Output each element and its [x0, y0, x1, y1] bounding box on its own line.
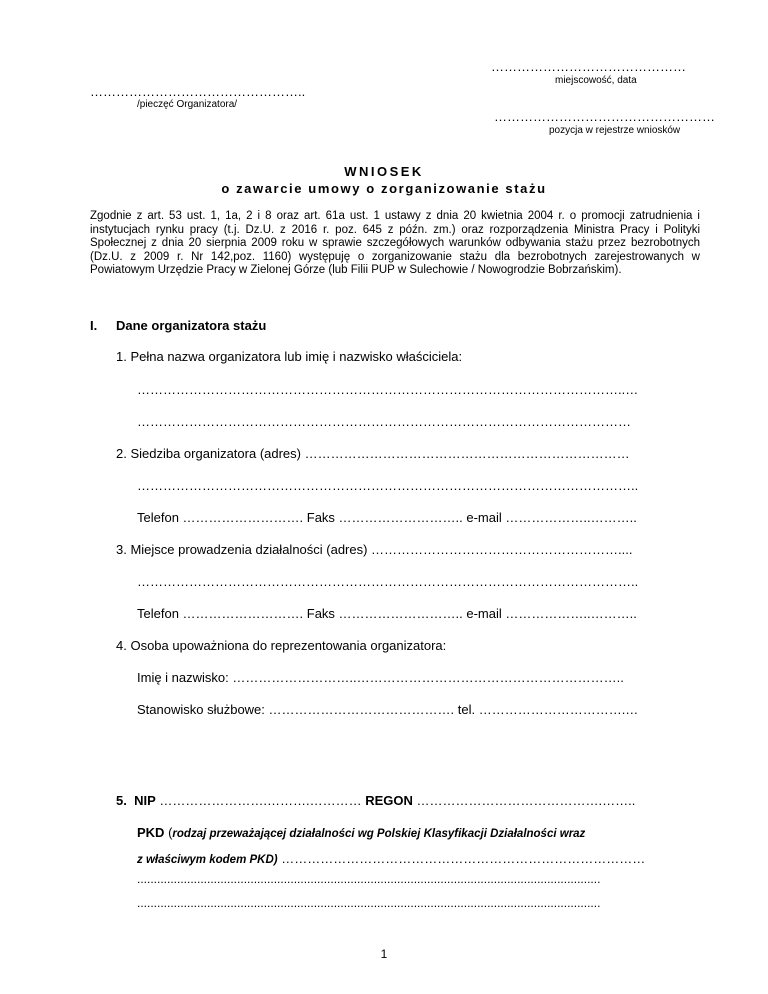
item4-label: 4. Osoba upoważniona do reprezentowania organizatora: [116, 638, 447, 653]
pkd-paren: ( [168, 825, 173, 840]
nip-dots[interactable]: …………………….……….………… [159, 793, 362, 808]
pkd-description-2: z właściwym kodem PKD) [137, 854, 278, 866]
item5-number: 5. [116, 793, 127, 808]
intro-paragraph: Zgodnie z art. 53 ust. 1, 1a, 2 i 8 oraz art. 61a ust. 1 ustawy z dnia 20 kwietnia 2004 r. o promocji zatrudnienia i instytucjach rynku pracy (t.j. Dz.U. z 2016 r. poz. 645 z późn. zm.) oraz rozporządzenia Ministra Pracy i Polityki Społecznej z dnia 20 sierpnia 2009 roku w sprawie szczegółowych warunków odbywania stażu przez bezrobotnych (Dz.U. z 2009 r. Nr 142,poz. 1160) występuję o zorganizowanie stażu dla bezrobotnych zarejestrowanych w Powiatowym Urzędzie Pracy w Zielonej Górze (lub Filii PUP w Sulechowie / Nowogrodzie Bobrzańskim). [90, 210, 700, 277]
pkd-line2 [137, 851, 645, 866]
pkd-dots-line-2[interactable]: ........................................................................................................................................... [137, 872, 601, 886]
item2-line1[interactable]: …………………………………………………………………………………………………….. [137, 478, 639, 493]
pkd-dots-1[interactable]: ………………………………………………………………………… [281, 851, 646, 866]
stamp-dots: ………………………………………….. [90, 84, 306, 99]
item3-phone-line[interactable]: Telefon ………………………. Faks ……………………….. e-mail ………………..……….. [137, 606, 637, 621]
date-dots: ……………………………………… [491, 59, 686, 74]
item1-label: 1. Pełna nazwa organizatora lub imię i nazwisko właściciela: [116, 349, 463, 364]
nip-label: NIP [134, 793, 156, 808]
item1-line1[interactable]: …………………………………………………………………………………………………..… [137, 382, 639, 397]
pkd-dots-line-3[interactable]: ........................................................................................................................................... [137, 896, 601, 910]
regon-dots[interactable]: …………………………………….…….. [416, 793, 636, 808]
section-title: Dane organizatora stażu [116, 318, 267, 333]
item1-line2[interactable]: …………………………………………………………………………………………………… [137, 414, 631, 429]
pkd-label: PKD [137, 825, 165, 840]
item3-line1[interactable]: …………………………………………………………………………………………………….. [137, 574, 639, 589]
item3-label: 3. Miejsce prowadzenia działalności (adres) ………………………………………………….... [116, 542, 633, 557]
pkd-line1 [137, 825, 585, 840]
regon-label: REGON [365, 793, 413, 808]
item5-line [116, 793, 635, 808]
date-label: miejscowość, data [555, 75, 637, 86]
register-label: pozycja w rejestrze wniosków [549, 125, 681, 136]
stamp-label: /pieczęć Organizatora/ [137, 99, 238, 110]
pkd-description-1: rodzaj przeważającej działalności wg Polskiej Klasyfikacji Działalności wraz [172, 828, 586, 840]
item4-position-line[interactable]: Stanowisko służbowe: ……………………………………. tel. …………………………….… [137, 702, 639, 717]
item4-name-line[interactable]: Imię i nazwisko: ………………………..…………………………………………………….. [137, 670, 624, 685]
item2-label: 2. Siedziba organizatora (adres) ………………………………………………………………… [116, 446, 630, 461]
document-subtitle: o zawarcie umowy o zorganizowanie stażu [221, 181, 547, 196]
register-dots: …………………………………………… [494, 109, 715, 124]
item2-phone-line[interactable]: Telefon ………………………. Faks ……………………….. e-mail ………………..……….. [137, 510, 637, 525]
page-number: 1 [380, 947, 388, 961]
document-title: WNIOSEK [344, 164, 424, 179]
section-number: I. [90, 318, 98, 333]
